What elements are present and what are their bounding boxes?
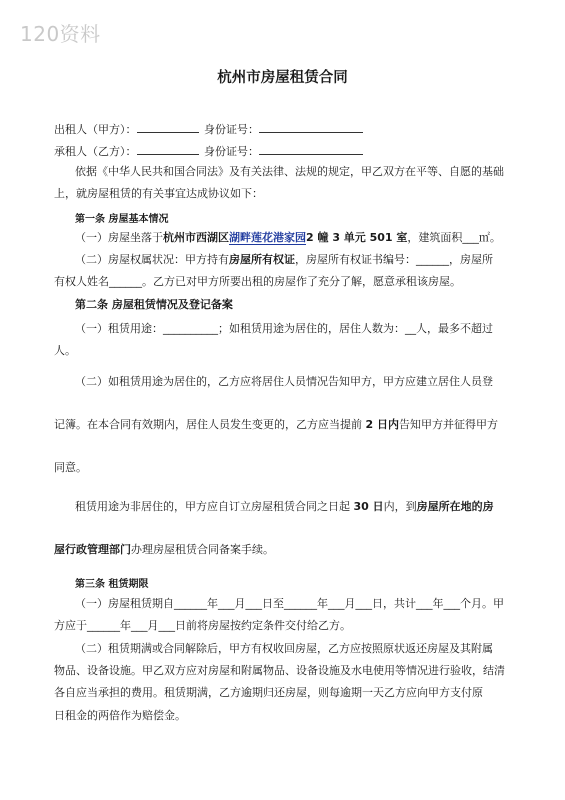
lessor-row (54, 121, 363, 137)
item-text: 租赁用途为非居住的，甲方应自订立房屋租赁合同之日起 (75, 500, 354, 513)
lessor-id-label: 身份证号： (204, 123, 259, 136)
article-3-item-1-line-2: 方应于______年___月___日前将房屋按约定条件交付给乙方。 (54, 619, 351, 632)
article-2-item-3-line-2 (54, 543, 274, 557)
authority-text: 房屋所在地的房 (416, 500, 494, 513)
lessee-id-blank (259, 143, 363, 155)
lessee-id-label: 身份证号： (204, 145, 259, 158)
item-text: 办理房屋租赁合同备案手续。 (131, 543, 274, 556)
lessee-name-blank (137, 143, 199, 155)
article-2-heading: 第二条 房屋租赁情况及登记备案 (75, 298, 233, 311)
intro-line-2: 上，就房屋租赁的有关事宜达成协议如下： (54, 187, 263, 200)
article-1-item-2-line-1 (75, 253, 493, 267)
article-2-item-1-line-2: 人。 (54, 344, 76, 357)
unit-text: 2 幢 3 单元 501 室 (306, 231, 408, 244)
item-text: （一）房屋坐落于 (75, 231, 163, 244)
district-text: 杭州市西湖区 (163, 231, 229, 244)
article-2-item-1-line-1: （一）租赁用途：__________；如租赁用途为居住的，居住人数为：__人，最多不超过 (75, 322, 493, 335)
article-3-item-2-line-3: 各自应当承担的费用。租赁期满，乙方逾期归还房屋，则每逾期一天乙方应向甲方支付原 (54, 686, 483, 699)
item-text: 内，到 (383, 500, 417, 513)
article-3-item-2-line-2: 物品、设备设施。甲乙双方应对房屋和附属物品、设备设施及水电使用等情况进行验收，结清 (54, 664, 505, 677)
article-3-item-2-line-1: （二）租赁期满或合同解除后，甲方有权收回房屋，乙方应按照原状返还房屋及其附属 (75, 642, 493, 655)
authority-text: 屋行政管理部门 (54, 543, 131, 556)
article-1-item-2-line-2: 有权人姓名______。乙方已对甲方所要出租的房屋作了充分了解，愿意承租该房屋。 (54, 275, 461, 288)
article-2-item-3-line-1 (75, 500, 494, 514)
article-3-item-2-line-4: 日租金的两倍作为赔偿金。 (54, 709, 186, 722)
item-text: ，房屋所有权证书编号：______，房屋所 (295, 253, 493, 266)
article-2-item-2-line-3: 同意。 (54, 461, 87, 474)
watermark: 120资料 (20, 22, 101, 46)
article-2-item-2-line-2 (54, 418, 498, 432)
article-1-heading: 第一条 房屋基本情况 (75, 214, 169, 225)
article-2-item-2-line-1: （二）如租赁用途为居住的，乙方应将居住人员情况告知甲方，甲方应建立居住人员登 (75, 375, 493, 388)
estate-name: 湖畔莲花港家园 (229, 231, 306, 244)
intro-line-1: 依据《中华人民共和国合同法》及有关法律、法规的规定，甲乙双方在平等、自愿的基础 (75, 165, 504, 178)
document-title: 杭州市房屋租赁合同 (217, 70, 348, 86)
item-text: （二）房屋权属状况：甲方持有 (75, 253, 229, 266)
lessee-label: 承租人（乙方）： (54, 145, 137, 158)
lessor-label: 出租人（甲方）： (54, 123, 137, 136)
article-3-item-1-line-1: （一）房屋租赁期自______年___月___日至______年___月___日，共计___年___个月。甲 (75, 597, 504, 610)
days-text: 30 日 (353, 500, 384, 513)
lessor-name-blank (137, 121, 199, 133)
area-text: ，建筑面积___㎡。 (407, 231, 501, 244)
article-1-item-1 (75, 231, 501, 245)
ownership-cert-text: 房屋所有权证 (229, 253, 295, 266)
lessor-id-blank (259, 121, 363, 133)
item-text: 记簿。在本合同有效期内，居住人员发生变更的，乙方应当提前 (54, 418, 366, 431)
days-text: 2 日内 (365, 418, 399, 431)
item-text: 告知甲方并征得甲方 (398, 418, 498, 431)
lessee-row (54, 143, 363, 159)
article-3-heading: 第三条 租赁期限 (75, 579, 149, 590)
